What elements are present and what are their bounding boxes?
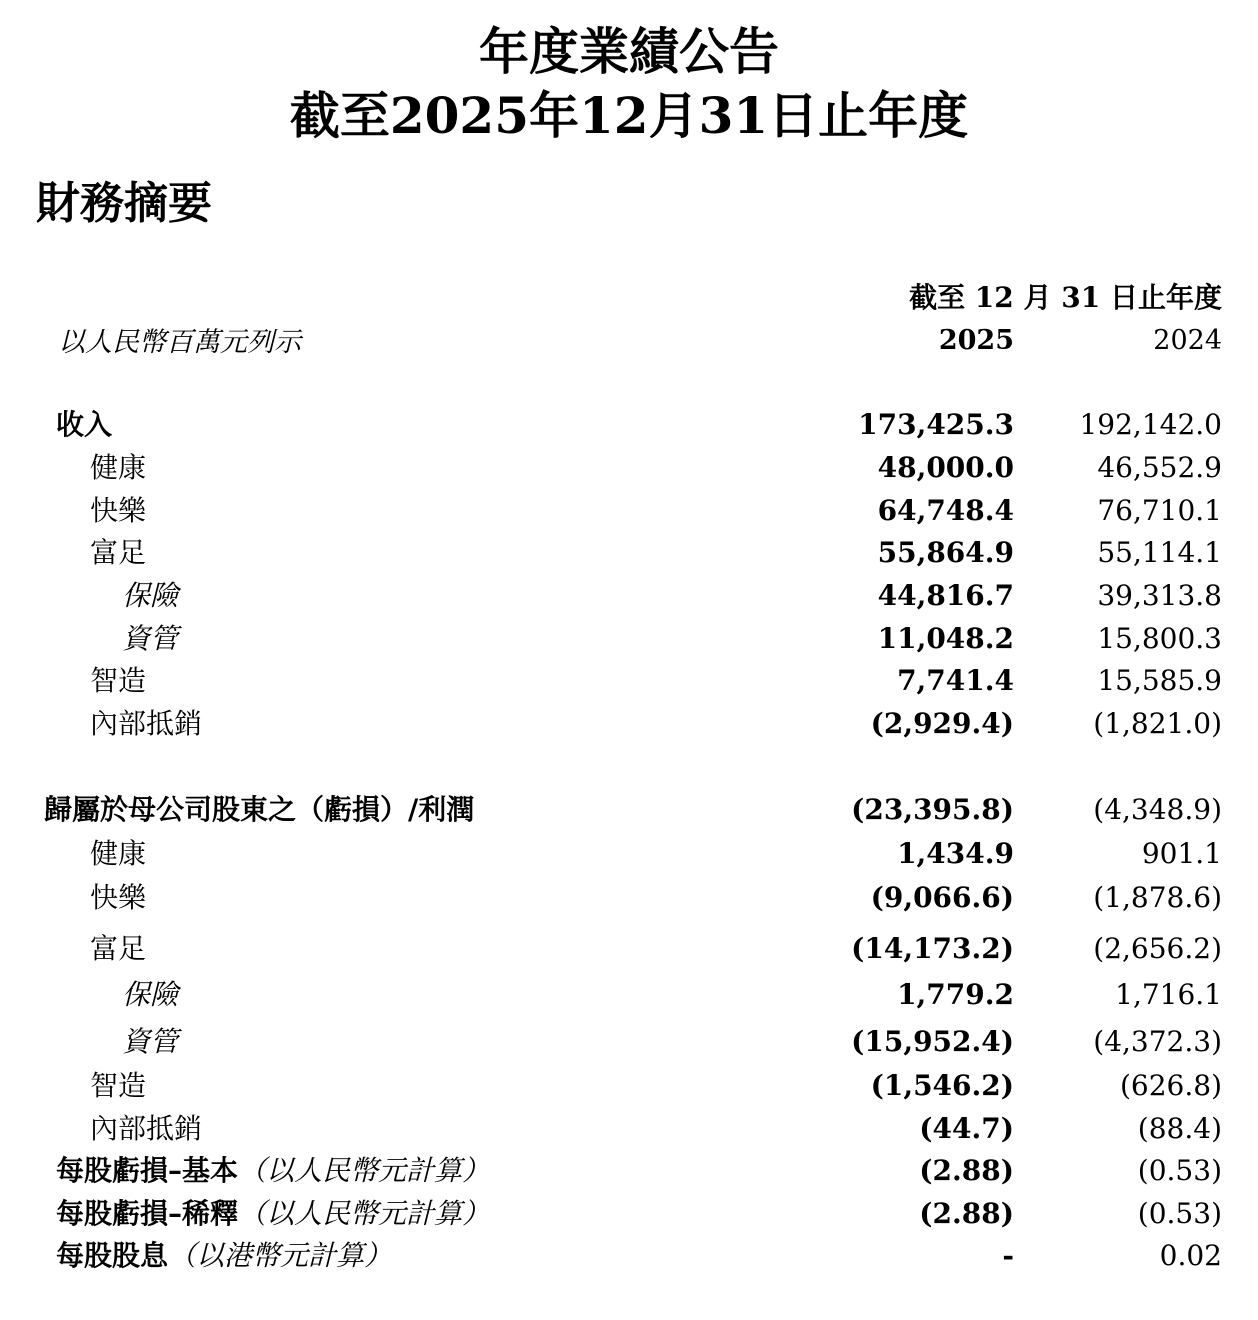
value-prior: 901.1 (1141, 837, 1222, 870)
value-current: (9,066.6) (870, 881, 1014, 914)
row-label: 每股股息（以港幣元計算） (56, 1239, 393, 1272)
table-row (0, 1066, 1258, 1106)
table-row (0, 405, 1258, 445)
value-current: 1,779.2 (897, 978, 1014, 1011)
year-header-current: 2025 (938, 325, 1014, 356)
value-prior: 1,716.1 (1115, 978, 1222, 1011)
table-row (0, 929, 1258, 969)
value-current: 11,048.2 (877, 622, 1014, 655)
table-row (0, 834, 1258, 874)
value-prior: 0.02 (1159, 1239, 1222, 1272)
value-current: (2.88) (919, 1197, 1014, 1230)
value-current: 1,434.9 (897, 837, 1014, 870)
table-row (0, 704, 1258, 744)
row-label: 內部抵銷 (90, 707, 203, 740)
value-prior: (0.53) (1137, 1154, 1222, 1187)
value-prior: 15,800.3 (1097, 622, 1222, 655)
row-label: 每股虧損–稀釋（以人民幣元計算） (56, 1197, 491, 1230)
value-current: (1,546.2) (870, 1069, 1014, 1102)
value-prior: 192,142.0 (1079, 408, 1222, 441)
value-current: 44,816.7 (877, 579, 1014, 612)
value-current: 64,748.4 (877, 494, 1014, 527)
table-row (0, 975, 1258, 1015)
row-label: 資管 (122, 1025, 179, 1058)
row-label: 歸屬於母公司股東之（虧損）/利潤 (44, 793, 475, 826)
table-row (0, 1194, 1258, 1234)
table-row (0, 1151, 1258, 1191)
table-row (0, 1109, 1258, 1149)
value-current: (44.7) (919, 1112, 1014, 1145)
row-label: 資管 (122, 622, 179, 655)
row-label: 智造 (90, 664, 147, 697)
table-row (0, 1022, 1258, 1062)
row-label: 快樂 (90, 494, 147, 527)
row-note: （以人民幣元計算） (238, 1197, 491, 1230)
value-current: (15,952.4) (851, 1025, 1014, 1058)
row-label: 保險 (122, 978, 179, 1011)
table-row (0, 576, 1258, 616)
value-prior: 39,313.8 (1097, 579, 1222, 612)
row-label: 每股虧損–基本（以人民幣元計算） (56, 1154, 491, 1187)
row-label: 快樂 (90, 881, 147, 914)
table-row (0, 1236, 1258, 1276)
value-current: (2.88) (919, 1154, 1014, 1187)
unit-note: 以人民幣百萬元列示 (58, 327, 301, 358)
row-label: 收入 (56, 408, 113, 441)
row-label: 富足 (90, 932, 147, 965)
section-title: 財務摘要 (36, 178, 212, 229)
value-prior: (1,821.0) (1093, 707, 1222, 740)
announcement-period: 截至2025年12月31日止年度 (289, 86, 969, 145)
value-prior: 55,114.1 (1097, 536, 1222, 569)
value-prior: (626.8) (1119, 1069, 1222, 1102)
value-prior: 15,585.9 (1097, 664, 1222, 697)
value-prior: (0.53) (1137, 1197, 1222, 1230)
table-row (0, 533, 1258, 573)
value-prior: (88.4) (1137, 1112, 1222, 1145)
row-label: 健康 (90, 837, 147, 870)
value-current: (23,395.8) (851, 793, 1014, 826)
table-row (0, 790, 1258, 830)
table-row (0, 878, 1258, 918)
table-row (0, 619, 1258, 659)
value-prior: (4,372.3) (1093, 1025, 1222, 1058)
year-header-prior: 2024 (1153, 325, 1222, 356)
value-prior: (1,878.6) (1093, 881, 1222, 914)
value-prior: 76,710.1 (1097, 494, 1222, 527)
value-prior: (4,348.9) (1093, 793, 1222, 826)
row-label: 保險 (122, 579, 179, 612)
row-label: 智造 (90, 1069, 147, 1102)
table-row (0, 491, 1258, 531)
value-current: 7,741.4 (897, 664, 1014, 697)
row-label: 健康 (90, 451, 147, 484)
value-current: 55,864.9 (877, 536, 1014, 569)
table-row (0, 661, 1258, 701)
value-prior: (2,656.2) (1093, 932, 1222, 965)
value-current: 48,000.0 (877, 451, 1014, 484)
table-row (0, 448, 1258, 488)
period-header: 截至 12 月 31 日止年度 (909, 281, 1222, 314)
row-note: （以人民幣元計算） (238, 1154, 491, 1187)
value-current: 173,425.3 (858, 408, 1014, 441)
value-current: (2,929.4) (870, 707, 1014, 740)
value-current: - (1002, 1239, 1014, 1272)
row-label: 內部抵銷 (90, 1112, 203, 1145)
row-note: （以港幣元計算） (168, 1239, 393, 1272)
value-prior: 46,552.9 (1097, 451, 1222, 484)
announcement-title: 年度業績公告 (479, 22, 779, 81)
value-current: (14,173.2) (851, 932, 1014, 965)
row-label: 富足 (90, 536, 147, 569)
